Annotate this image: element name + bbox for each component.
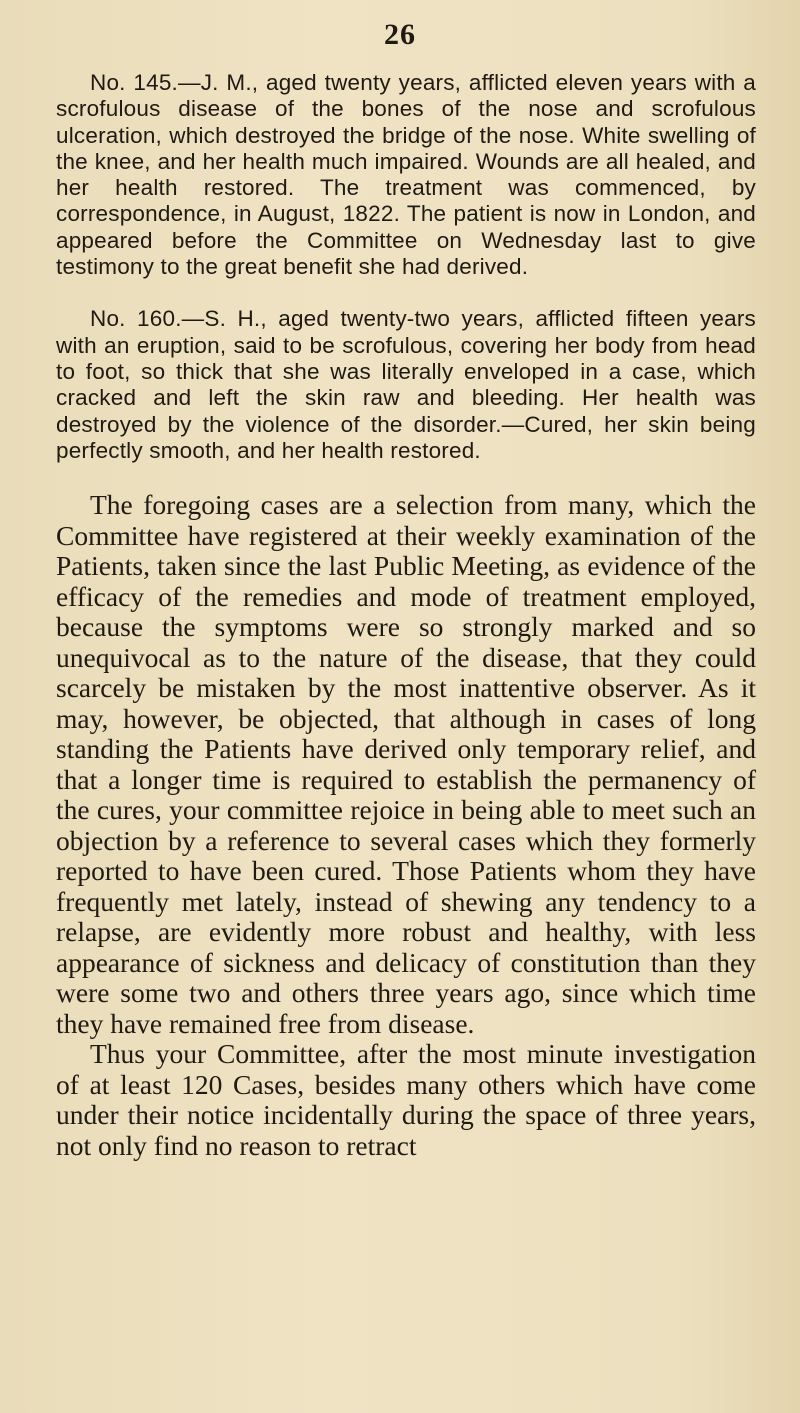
case-entry-145	[56, 70, 756, 280]
page-content	[56, 70, 756, 1161]
case-label: No. 160.	[90, 306, 182, 332]
case-entry-160	[56, 306, 756, 464]
case-text: —S. H., aged twenty-two years, afflicted fifteen years with an eruption, said to be scrofulous, covering her body from head to foot, so thick that she was literally enveloped in a case, which cracked and left the skin raw and bleeding. Her health was destroyed by the violence of the disorder.—Cured, her skin being perfectly smooth, and her health restored.	[56, 306, 757, 463]
case-label: No. 145.	[90, 70, 178, 95]
page-number: 26	[384, 18, 416, 51]
body-paragraph: Thus your Committee, after the most minute investigation of at least 120 Cases, besides many others which have come under their notice incidentally during the space of three years, not only find no reason to retract	[56, 1038, 756, 1161]
case-text: —J. M., aged twenty years, afflicted eleven years with a scrofulous disease of the bones of the nose and scrofulous ulceration, which destroyed the bridge of the nose. White swelling of the knee, and her health much impaired. Wounds are all healed, and her health restored. The treatment was commenced, by correspondence, in August, 1822. The patient is now in London, and appeared before the Committee on Wednesday last to give testimony to the great benefit she had derived.	[56, 70, 757, 280]
body-paragraph: The foregoing cases are a selection from many, which the Committee have registered at their weekly examination of the Patients, taken since the last Public Meeting, as evidence of the efficacy of the remedies and mode of treatment employed, because the symptoms were so strongly marked and so unequivocal as to the nature of the disease, that they could scarcely be mistaken by the most inattentive observer. As it may, however, be objected, that although in cases of long standing the Patients have derived only temporary relief, and that a longer time is required to establish the permanency of the cures, your committee rejoice in being able to meet such an objection by a reference to several cases which they formerly reported to have been cured. Those Patients whom they have frequently met lately, instead of shewing any tendency to a relapse, are evidently more robust and healthy, with less appearance of sickness and delicacy of constitution than they were some two and others three years ago, since which time they have remained free from disease.	[56, 489, 756, 1039]
